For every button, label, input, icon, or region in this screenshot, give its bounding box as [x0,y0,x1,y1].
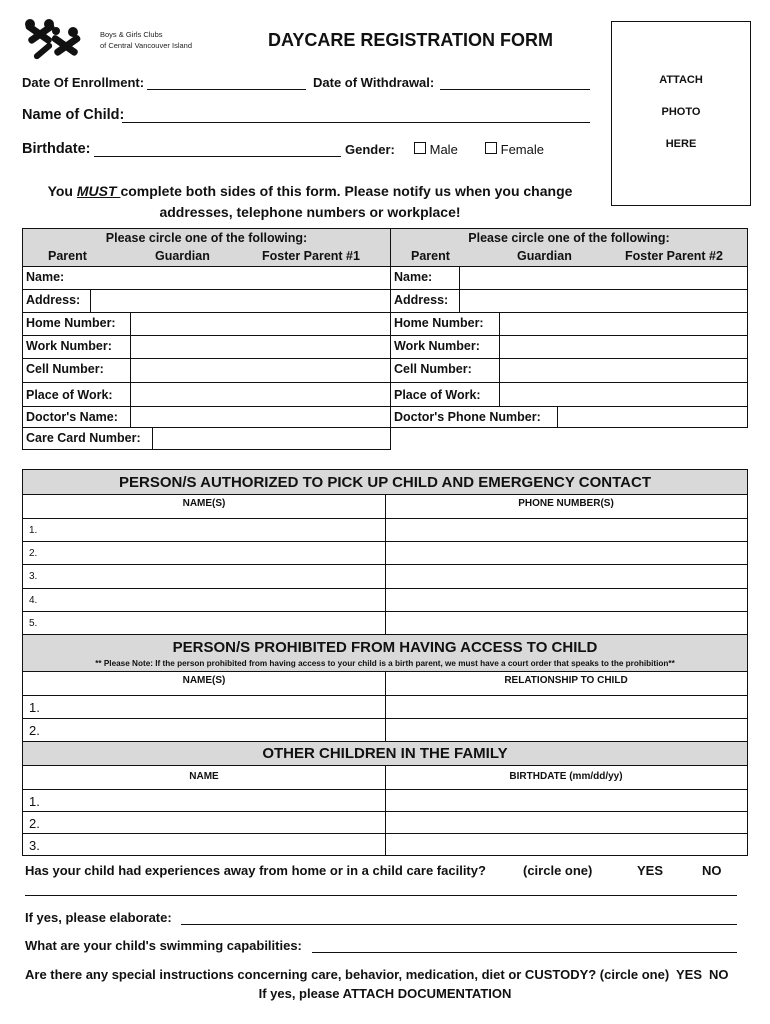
gender-label: Gender: [345,142,395,157]
parent1-place-label: Place of Work: [26,388,113,402]
children-row-number: 1. [29,794,40,809]
prohibited-col-names: NAME(S) [182,675,226,686]
parent2-address-label: Address: [394,293,449,307]
photo-label-2: PHOTO [661,106,701,118]
children-col-birthdate: BIRTHDATE (mm/dd/yy) [509,771,623,782]
parent2-doctor-phone-label: Doctor's Phone Number: [394,410,541,424]
prohibited-section [22,634,748,742]
q-swimming-field[interactable] [312,952,737,953]
q-special: Are there any special instructions concerning care, behavior, medication, diet or CUSTODY? (circle one) [25,967,670,982]
parent2-place-label: Place of Work: [394,388,481,402]
children-heading: OTHER CHILDREN IN THE FAMILY [23,742,747,766]
q-experiences-answer-line[interactable] [25,895,737,896]
parent2-home-field[interactable] [499,312,748,336]
parent2-address-field[interactable] [459,289,748,313]
prohibited-row[interactable] [23,696,747,719]
q-elaborate: If yes, please elaborate: [25,910,172,925]
male-checkbox[interactable] [414,142,426,154]
parent1-name-row[interactable] [22,266,391,290]
parent2-cell-label: Cell Number: [394,362,472,376]
parent2-doctor-phone-field[interactable] [557,406,748,428]
notice-line1 [0,181,620,201]
birthdate-label: Birthdate: [22,141,91,157]
parent2-cell-label-cell [390,358,500,383]
parent1-address-label: Address: [26,293,81,307]
parent2-opt-guardian[interactable]: Guardian [517,249,572,263]
photo-box [611,21,751,206]
parent1-home-label: Home Number: [26,316,116,330]
authorized-col-names: NAME(S) [182,498,226,509]
parent2-name-field[interactable] [459,266,748,290]
parent2-work-field[interactable] [499,335,748,359]
parent1-address-label-cell [22,289,91,313]
authorized-row[interactable] [23,542,747,565]
authorized-row[interactable] [23,519,747,542]
parent1-home-label-cell [22,312,131,336]
parent1-doctor-field[interactable] [130,406,391,428]
parent2-cell-field[interactable] [499,358,748,383]
authorized-row-number: 1. [29,525,38,536]
parent1-care-label-cell [22,427,153,450]
q-experiences-circle: (circle one) [523,863,593,878]
q-special-yes[interactable]: YES [676,967,703,982]
page-title: DAYCARE REGISTRATION FORM [268,30,554,50]
authorized-section [22,469,748,635]
enrollment-label: Date Of Enrollment: [22,75,145,90]
male-option[interactable] [414,142,458,157]
children-col-name: NAME [189,771,219,782]
q-experiences: Has your child had experiences away from home or in a child care facility? [25,863,486,878]
parent2-work-label-cell [390,335,500,359]
children-row-number: 2. [29,816,40,831]
parent2-home-label: Home Number: [394,316,484,330]
photo-label-1: ATTACH [659,74,703,86]
notice-must: MUST [76,183,121,199]
children-row[interactable] [23,834,747,856]
female-checkbox[interactable] [485,142,497,154]
parent1-place-field[interactable] [130,382,391,407]
prohibited-col-relationship: RELATIONSHIP TO CHILD [504,675,628,686]
parent1-cell-label-cell [22,358,131,383]
parent1-work-label: Work Number: [26,339,112,353]
parent1-care-label: Care Card Number: [26,431,141,445]
parent1-address-field[interactable] [90,289,391,313]
parent2-header [390,228,748,267]
notice-post: complete both sides of this form. Please notify us when you change [120,183,573,199]
female-label: Female [500,142,544,157]
authorized-row[interactable] [23,565,747,588]
child-name-field[interactable] [122,122,590,123]
parent2-place-field[interactable] [499,382,748,407]
prohibited-heading: PERSON/S PROHIBITED FROM HAVING ACCESS TO CHILD [23,635,747,661]
female-option[interactable] [485,142,544,157]
withdrawal-label: Date of Withdrawal: [313,75,435,90]
parent1-doctor-label-cell [22,406,131,428]
children-row[interactable] [23,790,747,812]
parent1-cell-field[interactable] [130,358,391,383]
children-row-number: 3. [29,838,40,853]
parent2-name-label: Name: [394,270,433,284]
q-swimming: What are your child's swimming capabilities: [25,938,302,953]
parent1-name-label: Name: [26,270,65,284]
org-line1: Boys & Girls Clubs [100,30,163,39]
notice-line2: addresses, telephone numbers or workplace! [159,204,461,220]
authorized-row-number: 3. [29,571,38,583]
authorized-heading: PERSON/S AUTHORIZED TO PICK UP CHILD AND EMERGENCY CONTACT [23,470,747,495]
prohibited-row-number: 2. [29,723,40,738]
male-label: Male [429,142,458,157]
parent2-circle: Please circle one of the following: [468,231,670,245]
parent2-place-label-cell [390,382,500,407]
children-section [22,741,748,856]
authorized-row-number: 4. [29,594,38,606]
parent2-opt-foster[interactable]: Foster Parent #2 [625,249,723,263]
q-elaborate-field[interactable] [181,924,737,925]
parent1-circle: Please circle one of the following: [105,231,308,245]
prohibited-row-number: 1. [29,700,40,715]
parent2-opt-parent[interactable]: Parent [411,249,450,263]
parent2-doctor-phone-label-cell [390,406,558,428]
org-name [100,29,192,51]
parent2-work-label: Work Number: [394,339,480,353]
parent1-care-field[interactable] [152,427,391,450]
authorized-row[interactable] [23,612,747,635]
parent2-address-label-cell [390,289,460,313]
q-special-no[interactable]: NO [709,967,729,982]
authorized-col-phones: PHONE NUMBER(S) [518,498,614,509]
q-attach-note: If yes, please ATTACH DOCUMENTATION [258,986,512,1001]
parent1-home-field[interactable] [130,312,391,336]
q-experiences-yes[interactable]: YES [637,863,664,878]
prohibited-row[interactable] [23,719,747,742]
parent2-name-label-cell [390,266,460,290]
child-name-label: Name of Child: [22,107,125,123]
q-experiences-no[interactable]: NO [702,863,722,878]
parent1-place-label-cell [22,382,131,407]
photo-label-3: HERE [665,138,697,150]
parent1-cell-label: Cell Number: [26,362,104,376]
parent1-opt-guardian[interactable]: Guardian [155,249,210,263]
parent1-opt-foster[interactable]: Foster Parent #1 [262,249,360,263]
parent1-header [22,228,391,267]
authorized-row[interactable] [23,589,747,612]
parent1-work-field[interactable] [130,335,391,359]
birthdate-field[interactable] [94,156,341,157]
enrollment-field[interactable] [147,89,306,90]
parent1-work-label-cell [22,335,131,359]
parent1-opt-parent[interactable]: Parent [48,249,87,263]
notice-pre: You [47,183,77,199]
prohibited-note: ** Please Note: If the person prohibited from having access to your child is a birth parent, we must have a court order that speaks to the prohibition** [23,659,747,672]
authorized-row-number: 5. [29,617,38,629]
parent1-doctor-label: Doctor's Name: [26,410,118,424]
authorized-row-number: 2. [29,548,38,560]
children-row[interactable] [23,812,747,834]
parent2-home-label-cell [390,312,500,336]
org-line2: of Central Vancouver Island [100,41,192,50]
club-logo-icon [22,18,84,64]
withdrawal-field[interactable] [440,89,590,90]
